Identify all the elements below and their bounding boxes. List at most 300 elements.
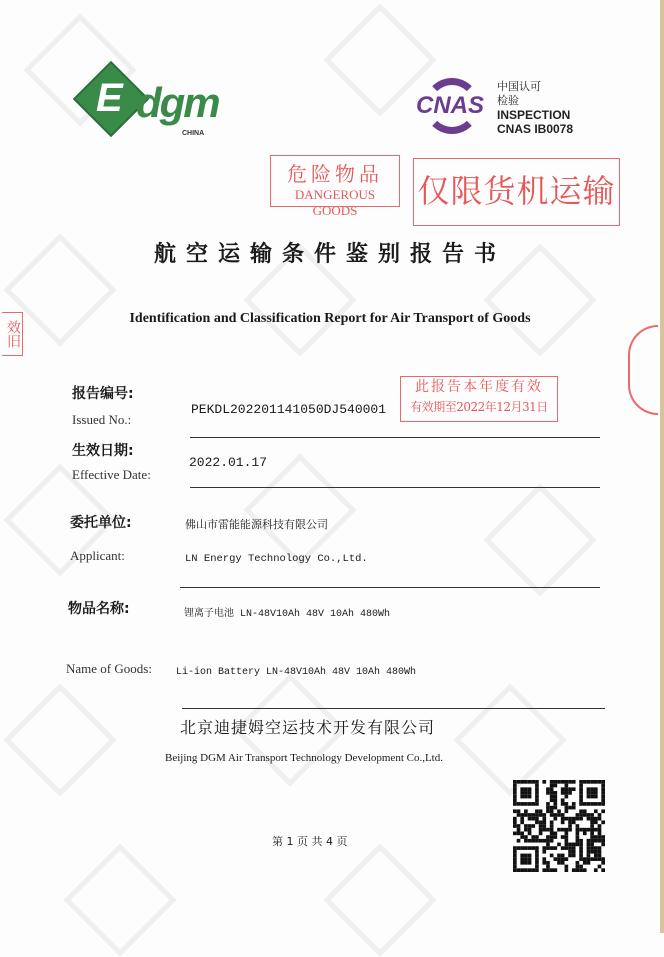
qr-module	[513, 817, 517, 821]
qr-module	[590, 843, 594, 847]
qr-module	[561, 780, 565, 784]
qr-module	[542, 824, 546, 828]
qr-module	[535, 791, 539, 795]
qr-module	[587, 787, 591, 791]
qr-module	[531, 824, 535, 828]
qr-module	[513, 809, 517, 813]
qr-module	[546, 802, 550, 806]
cnas-mark: CNAS	[416, 92, 485, 119]
qr-module	[598, 813, 602, 817]
qr-module	[546, 787, 550, 791]
qr-module	[565, 868, 569, 872]
qr-module	[565, 865, 569, 869]
qr-module	[535, 865, 539, 869]
qr-module	[561, 802, 565, 806]
qr-module	[568, 780, 572, 784]
qr-module	[576, 843, 580, 847]
qr-module	[568, 791, 572, 795]
qr-module	[539, 839, 543, 843]
effective-date-label-en: Effective Date:	[72, 467, 151, 482]
company-seal-partial	[628, 325, 658, 415]
qr-module	[565, 857, 569, 861]
qr-module	[535, 787, 539, 791]
qr-module	[528, 817, 532, 821]
qr-module	[520, 832, 524, 836]
qr-module	[517, 809, 521, 813]
qr-module	[528, 787, 532, 791]
qr-module	[517, 846, 521, 850]
qr-module	[546, 835, 550, 839]
qr-module	[513, 824, 517, 828]
qr-module	[561, 791, 565, 795]
qr-module	[598, 835, 602, 839]
qr-module	[565, 839, 569, 843]
qr-module	[579, 780, 583, 784]
qr-module	[587, 861, 591, 865]
qr-module	[598, 824, 602, 828]
qr-module	[542, 857, 546, 861]
qr-module	[594, 828, 598, 832]
qr-module	[553, 835, 557, 839]
qr-module	[553, 795, 557, 799]
qr-module	[513, 795, 517, 799]
qr-module	[601, 802, 605, 806]
qr-module	[601, 780, 605, 784]
qr-module	[565, 795, 569, 799]
qr-module	[550, 791, 554, 795]
qr-module	[576, 817, 580, 821]
qr-module	[528, 846, 532, 850]
qr-module	[568, 854, 572, 858]
divider	[182, 708, 605, 709]
qr-module	[601, 809, 605, 813]
qr-module	[531, 802, 535, 806]
qr-module	[531, 839, 535, 843]
qr-module	[553, 817, 557, 821]
qr-module	[524, 791, 528, 795]
qr-module	[528, 861, 532, 865]
qr-module	[513, 857, 517, 861]
qr-module	[579, 813, 583, 817]
qr-module	[598, 828, 602, 832]
qr-module	[568, 846, 572, 850]
divider	[190, 437, 600, 438]
qr-module	[590, 780, 594, 784]
qr-module	[572, 843, 576, 847]
title-en: Identification and Classification Report for Air Transport of Goods	[129, 311, 531, 326]
qr-module	[550, 795, 554, 799]
qr-module	[561, 857, 565, 861]
qr-module	[590, 795, 594, 799]
qr-module	[587, 857, 591, 861]
qr-module	[572, 817, 576, 821]
qr-module	[520, 813, 524, 817]
qr-module	[517, 780, 521, 784]
qr-module	[576, 865, 580, 869]
qr-module	[583, 802, 587, 806]
qr-module	[579, 798, 583, 802]
qr-module	[565, 817, 569, 821]
qr-module	[553, 813, 557, 817]
dgm-watermark	[63, 843, 176, 956]
qr-module	[513, 787, 517, 791]
qr-module	[587, 813, 591, 817]
qr-module	[583, 813, 587, 817]
qr-module	[594, 809, 598, 813]
qr-module	[553, 846, 557, 850]
qr-module	[565, 828, 569, 832]
qr-module	[513, 791, 517, 795]
qr-module	[528, 828, 532, 832]
qr-module	[539, 820, 543, 824]
qr-module	[517, 813, 521, 817]
qr-module	[590, 835, 594, 839]
cnas-logo	[416, 78, 490, 134]
qr-module	[557, 861, 561, 865]
qr-module	[561, 835, 565, 839]
qr-module	[572, 806, 576, 810]
qr-module	[513, 868, 517, 872]
qr-module	[528, 839, 532, 843]
qr-module	[601, 820, 605, 824]
qr-module	[528, 780, 532, 784]
qr-module	[517, 828, 521, 832]
qr-module	[579, 795, 583, 799]
qr-module	[546, 839, 550, 843]
qr-module	[531, 846, 535, 850]
qr-module	[561, 820, 565, 824]
qr-module	[531, 868, 535, 872]
dgm-watermark	[483, 483, 596, 596]
qr-module	[572, 787, 576, 791]
qr-module	[535, 835, 539, 839]
qr-module	[590, 824, 594, 828]
qr-module	[557, 854, 561, 858]
qr-module	[513, 820, 517, 824]
qr-module	[583, 857, 587, 861]
qr-module	[542, 868, 546, 872]
qr-module	[539, 824, 543, 828]
qr-module	[587, 846, 591, 850]
qr-module	[524, 861, 528, 865]
qr-module	[579, 854, 583, 858]
qr-module	[524, 835, 528, 839]
qr-module	[583, 832, 587, 836]
qr-module	[594, 835, 598, 839]
qr-module	[579, 791, 583, 795]
qr-module	[550, 798, 554, 802]
qr-module	[535, 861, 539, 865]
qr-module	[520, 780, 524, 784]
qr-module	[594, 850, 598, 854]
qr-module	[590, 846, 594, 850]
qr-module	[550, 813, 554, 817]
qr-module	[579, 857, 583, 861]
qr-module	[517, 839, 521, 843]
qr-module	[565, 809, 569, 813]
page-number: 第 1 页 共 4 页	[272, 835, 348, 848]
qr-module	[542, 828, 546, 832]
qr-module	[520, 835, 524, 839]
qr-module	[524, 824, 528, 828]
qr-module	[542, 861, 546, 865]
qr-module	[535, 798, 539, 802]
qr-module	[520, 817, 524, 821]
qr-module	[520, 795, 524, 799]
qr-module	[528, 854, 532, 858]
partial-stamp-left: 效旧	[2, 312, 23, 356]
qr-module	[546, 846, 550, 850]
qr-module	[579, 784, 583, 788]
qr-module	[590, 813, 594, 817]
qr-module	[550, 784, 554, 788]
qr-module	[520, 854, 524, 858]
qr-module	[568, 787, 572, 791]
qr-module	[598, 839, 602, 843]
qr-module	[598, 854, 602, 858]
qr-module	[535, 854, 539, 858]
qr-module	[535, 813, 539, 817]
issuer-name-cn: 北京迪捷姆空运技术开发有限公司	[180, 718, 436, 737]
qr-module	[579, 846, 583, 850]
qr-module	[513, 865, 517, 869]
qr-module	[553, 806, 557, 810]
effective-date-label-cn: 生效日期:	[72, 443, 134, 459]
cargo-aircraft-only-stamp: 仅限货机运输	[413, 158, 620, 226]
qr-module	[587, 850, 591, 854]
qr-module	[550, 809, 554, 813]
qr-module	[553, 791, 557, 795]
applicant-value-en: LN Energy Technology Co.,Ltd.	[185, 553, 368, 565]
qr-module	[513, 850, 517, 854]
qr-module	[520, 846, 524, 850]
qr-module	[520, 787, 524, 791]
qr-module	[565, 846, 569, 850]
qr-module	[576, 861, 580, 865]
qr-module	[528, 868, 532, 872]
qr-module	[546, 865, 550, 869]
qr-module	[572, 802, 576, 806]
qr-module	[517, 802, 521, 806]
qr-module	[553, 802, 557, 806]
qr-module	[535, 850, 539, 854]
qr-module	[557, 857, 561, 861]
qr-module	[520, 802, 524, 806]
qr-module	[535, 846, 539, 850]
qr-module	[528, 802, 532, 806]
qr-module	[572, 846, 576, 850]
qr-module	[557, 843, 561, 847]
qr-module	[572, 850, 576, 854]
qr-module	[587, 839, 591, 843]
qr-module	[557, 813, 561, 817]
qr-module	[565, 780, 569, 784]
qr-module	[557, 828, 561, 832]
qr-module	[561, 787, 565, 791]
qr-module	[601, 857, 605, 861]
qr-module	[557, 780, 561, 784]
qr-module	[539, 828, 543, 832]
qr-module	[568, 817, 572, 821]
qr-module	[576, 835, 580, 839]
qr-module	[535, 780, 539, 784]
effective-date-value: 2022.01.17	[189, 455, 268, 470]
qr-module	[579, 843, 583, 847]
validity-stamp: 此报告本年度有效 有效期至2022年12月31日	[400, 376, 558, 422]
qr-module	[565, 843, 569, 847]
qr-module	[572, 868, 576, 872]
qr-module	[539, 813, 543, 817]
qr-module	[520, 820, 524, 824]
qr-module	[513, 846, 517, 850]
issuer-name-en: Beijing DGM Air Transport Technology Development Co.,Ltd.	[165, 752, 443, 764]
qr-module	[553, 798, 557, 802]
qr-module	[550, 820, 554, 824]
logo-sub: CHINA	[182, 130, 205, 137]
qr-module	[513, 798, 517, 802]
qr-module	[513, 854, 517, 858]
qr-module	[565, 787, 569, 791]
qr-module	[535, 795, 539, 799]
qr-module	[513, 784, 517, 788]
qr-module	[565, 806, 569, 810]
qr-module	[524, 846, 528, 850]
qr-module	[568, 806, 572, 810]
qr-module	[553, 780, 557, 784]
cnas-text: 中国认可 检验 INSPECTION CNAS IB0078	[497, 80, 574, 136]
qr-module	[535, 809, 539, 813]
qr-module	[542, 839, 546, 843]
qr-module	[583, 868, 587, 872]
qr-module	[583, 809, 587, 813]
qr-module	[601, 784, 605, 788]
qr-module	[579, 839, 583, 843]
qr-module	[520, 791, 524, 795]
qr-module	[524, 828, 528, 832]
qr-module	[587, 843, 591, 847]
issued-no-label-en: Issued No.:	[72, 412, 132, 427]
qr-module	[542, 820, 546, 824]
dangerous-goods-stamp: 危险物品 DANGEROUS GOODS	[270, 155, 400, 207]
qr-module	[568, 820, 572, 824]
goods-value-en: Li-ion Battery LN-48V10Ah 48V 10Ah 480Wh	[176, 667, 417, 678]
qr-module	[561, 813, 565, 817]
qr-module	[598, 802, 602, 806]
qr-module	[587, 828, 591, 832]
qr-module	[576, 832, 580, 836]
qr-module	[557, 809, 561, 813]
qr-module	[579, 828, 583, 832]
qr-module	[579, 868, 583, 872]
logo-brand: dgm	[136, 79, 219, 126]
qr-module	[561, 798, 565, 802]
qr-module	[565, 802, 569, 806]
qr-module	[524, 795, 528, 799]
qr-module	[590, 828, 594, 832]
qr-code	[512, 780, 606, 872]
page-edge	[660, 0, 664, 933]
qr-module	[576, 839, 580, 843]
qr-module	[579, 787, 583, 791]
qr-module	[531, 835, 535, 839]
qr-module	[594, 802, 598, 806]
qr-module	[524, 868, 528, 872]
qr-module	[535, 857, 539, 861]
qr-module	[572, 820, 576, 824]
qr-module	[517, 868, 521, 872]
qr-module	[550, 824, 554, 828]
qr-module	[590, 791, 594, 795]
qr-module	[598, 780, 602, 784]
qr-module	[539, 832, 543, 836]
qr-module	[601, 787, 605, 791]
qr-module	[601, 791, 605, 795]
qr-module	[583, 828, 587, 832]
qr-module	[587, 802, 591, 806]
qr-module	[587, 791, 591, 795]
qr-module	[590, 787, 594, 791]
qr-module	[598, 850, 602, 854]
qr-module	[528, 813, 532, 817]
qr-module	[553, 857, 557, 861]
qr-module	[601, 861, 605, 865]
qr-module	[601, 843, 605, 847]
qr-module	[590, 817, 594, 821]
qr-module	[598, 817, 602, 821]
qr-module	[535, 839, 539, 843]
qr-module	[546, 806, 550, 810]
qr-module	[550, 854, 554, 858]
qr-module	[546, 828, 550, 832]
qr-module	[590, 839, 594, 843]
qr-module	[576, 813, 580, 817]
qr-module	[561, 817, 565, 821]
qr-module	[553, 784, 557, 788]
qr-module	[576, 824, 580, 828]
qr-module	[598, 832, 602, 836]
qr-module	[528, 857, 532, 861]
divider	[180, 587, 600, 588]
qr-module	[590, 832, 594, 836]
qr-module	[583, 780, 587, 784]
qr-module	[590, 857, 594, 861]
qr-module	[572, 780, 576, 784]
qr-module	[594, 857, 598, 861]
qr-module	[542, 817, 546, 821]
qr-module	[561, 846, 565, 850]
qr-module	[524, 787, 528, 791]
goods-label-en: Name of Goods:	[66, 661, 152, 676]
dgm-watermark	[3, 683, 116, 796]
qr-module	[579, 850, 583, 854]
qr-module	[579, 865, 583, 869]
qr-module	[594, 817, 598, 821]
qr-module	[598, 857, 602, 861]
qr-module	[561, 854, 565, 858]
qr-module	[594, 791, 598, 795]
qr-module	[513, 780, 517, 784]
qr-module	[535, 868, 539, 872]
qr-module	[550, 839, 554, 843]
qr-module	[579, 809, 583, 813]
qr-module	[517, 824, 521, 828]
qr-module	[535, 802, 539, 806]
qr-module	[565, 784, 569, 788]
qr-module	[535, 820, 539, 824]
qr-module	[561, 828, 565, 832]
qr-module	[524, 839, 528, 843]
qr-module	[546, 861, 550, 865]
